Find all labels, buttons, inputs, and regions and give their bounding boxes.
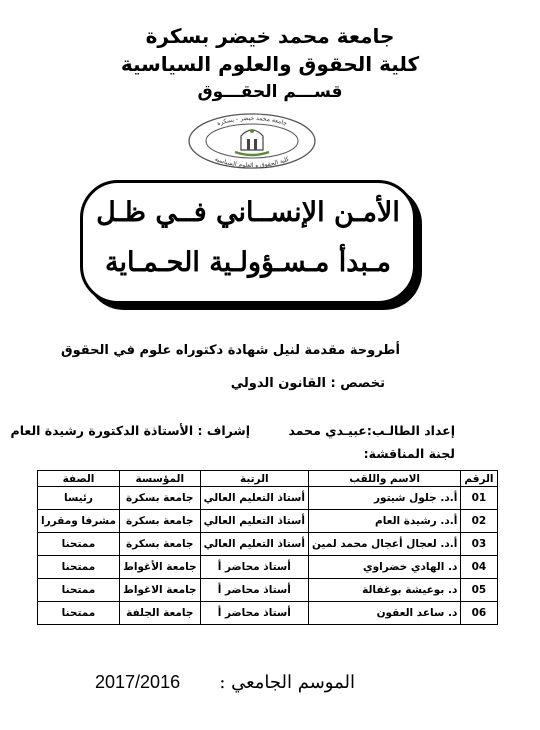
- cell-inst: جامعة الجلفة: [119, 602, 200, 625]
- cell-rank: أستاذ محاضر أ: [200, 602, 308, 625]
- jury-header-row: [38, 471, 498, 487]
- table-row: [38, 533, 498, 556]
- table-row: [38, 487, 498, 510]
- cell-rank: أستاذ التعليم العالي: [200, 510, 308, 533]
- supervisor-name: إشراف : الأستاذة الدكتورة رشيدة العام: [10, 423, 250, 438]
- student-name: إعداد الطالـب:عبيـدي محمد: [288, 423, 455, 438]
- thesis-title-line2: مـبدأ مـسـؤولـية الحـمـاية: [105, 247, 391, 278]
- cell-inst: جامعة بسكرة: [119, 510, 200, 533]
- specialty: تخصص : القانون الدولي: [230, 376, 385, 391]
- committee-label: لجنة المناقشة:: [363, 446, 455, 461]
- university-name: جامعة محمد خيضر بسكرة: [145, 24, 395, 48]
- cell-name: د. بوعيشة بوغفالة: [308, 579, 460, 602]
- table-row: [38, 579, 498, 602]
- university-logo: [187, 112, 317, 170]
- table-row: [38, 556, 498, 579]
- header-inst: المؤسسة: [119, 471, 200, 487]
- header-num: الرقم: [461, 471, 497, 487]
- cell-role: ممتحنا: [38, 533, 120, 556]
- department-name: قســـم الحقـــوق: [197, 82, 343, 102]
- cell-name: أ.د. لعجال أعجال محمد لمين: [308, 533, 460, 556]
- cell-rank: أستاذ محاضر أ: [200, 556, 308, 579]
- cell-num: 04: [461, 556, 497, 579]
- cell-role: ممتحنا: [38, 579, 120, 602]
- header-role: الصفة: [38, 471, 120, 487]
- cell-rank: أستاذ محاضر أ: [200, 579, 308, 602]
- cell-rank: أستاذ التعليم العالي: [200, 487, 308, 510]
- cell-num: 01: [461, 487, 497, 510]
- cell-role: ممتحنا: [38, 602, 120, 625]
- cell-name: د. ساعد العقون: [308, 602, 460, 625]
- thesis-title-box: [80, 180, 416, 304]
- header-name: الاسم واللقب: [308, 471, 460, 487]
- cell-num: 05: [461, 579, 497, 602]
- cell-num: 02: [461, 510, 497, 533]
- thesis-note: أطروحة مقدمة لنيل شهادة دكتوراه علوم في الحقوق: [60, 343, 400, 358]
- table-row: [38, 602, 498, 625]
- cell-num: 06: [461, 602, 497, 625]
- cell-num: 03: [461, 533, 497, 556]
- header-rank: الرتبة: [200, 471, 308, 487]
- cell-inst: جامعة بسكرة: [119, 487, 200, 510]
- cell-rank: أستاذ التعليم العالي: [200, 533, 308, 556]
- season-label: الموسم الجامعي :: [219, 672, 355, 693]
- cell-inst: جامعة الاغواط: [119, 579, 200, 602]
- cell-name: أ.د. جلول شيتور: [308, 487, 460, 510]
- thesis-title-line1: الأمـن الإنســاني فــي ظـل: [96, 197, 400, 228]
- cell-inst: جامعة بسكرة: [119, 533, 200, 556]
- cell-role: رئيسا: [38, 487, 120, 510]
- season-value: 2017/2016: [95, 672, 181, 692]
- jury-table: [37, 470, 498, 625]
- cell-inst: جامعة الأغواط: [119, 556, 200, 579]
- cell-role: مشرفا ومقررا: [38, 510, 120, 533]
- cell-role: ممتحنا: [38, 556, 120, 579]
- logo-ring-top: جامعة محمد خيضر - بسكرة: [216, 114, 288, 128]
- cell-name: د. الهادي خضراوي: [308, 556, 460, 579]
- logo-ring-bottom: كلية الحقوق و العلوم السياسية: [213, 155, 291, 170]
- faculty-name: كلية الحقوق والعلوم السياسية: [120, 52, 420, 76]
- table-row: [38, 510, 498, 533]
- cell-name: أ.د. رشيدة العام: [308, 510, 460, 533]
